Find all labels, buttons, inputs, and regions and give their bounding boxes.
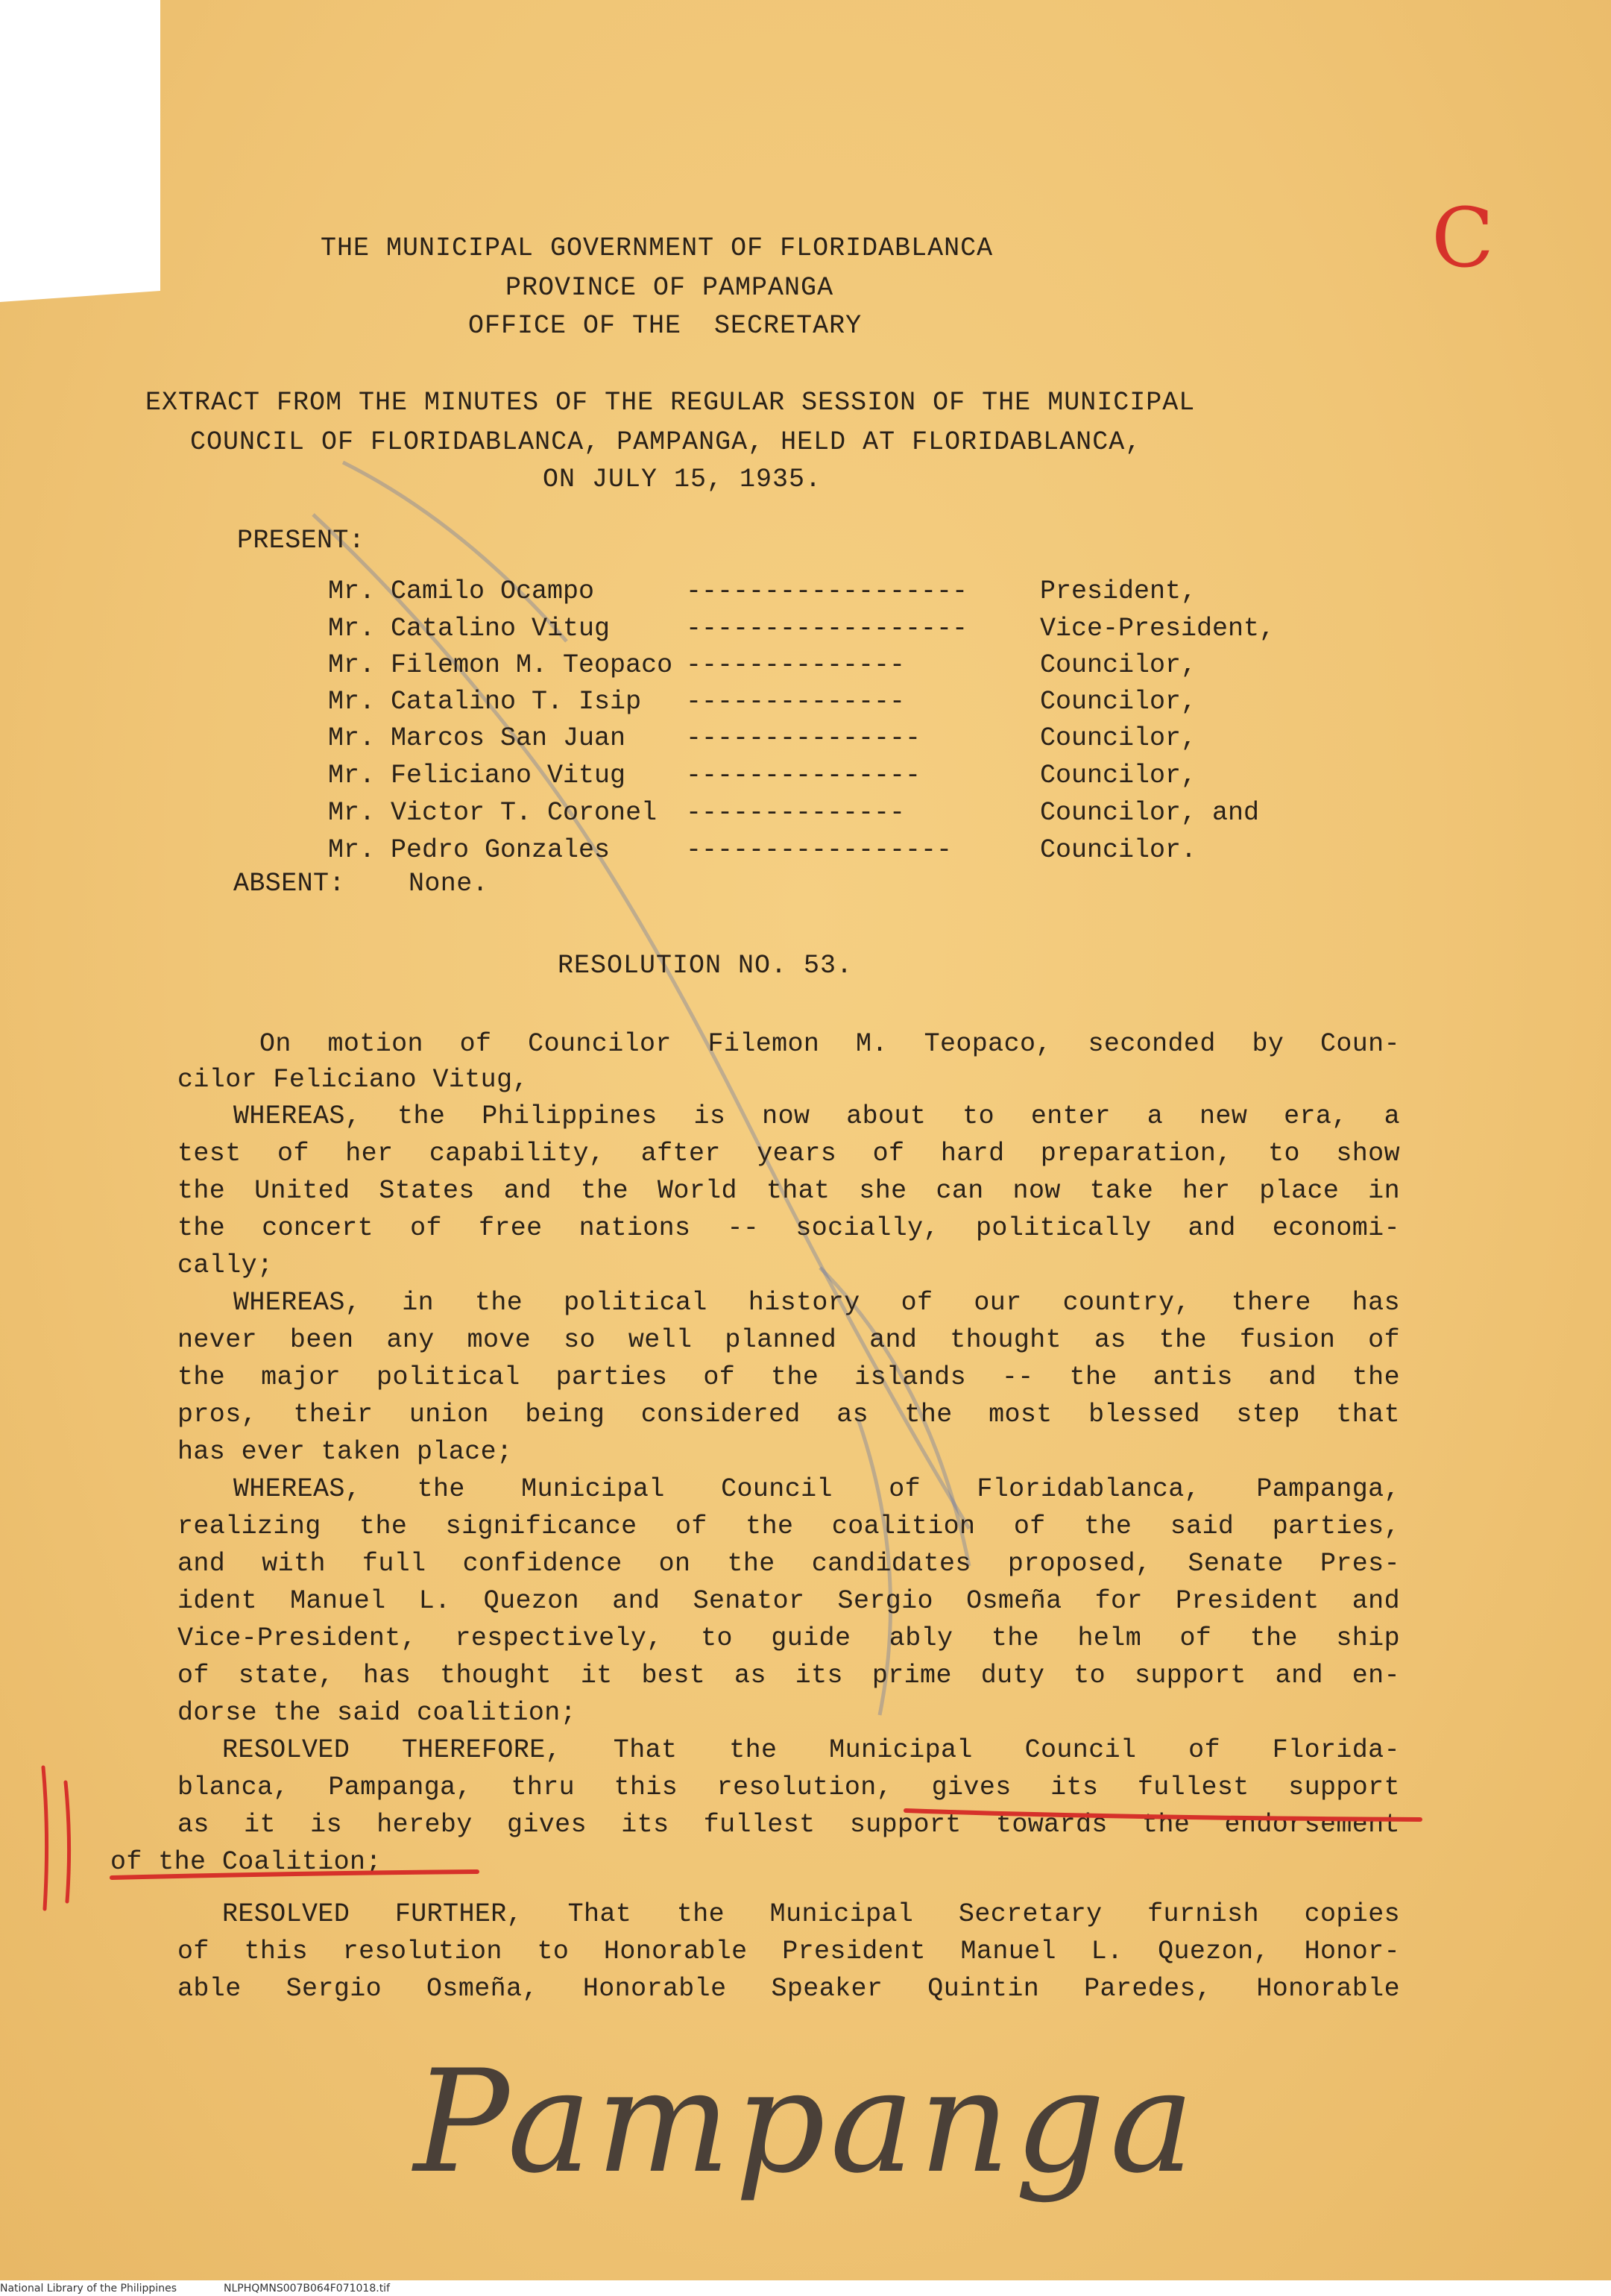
member-name: Mr. Catalino Vitug	[328, 614, 611, 644]
member-role: Councilor,	[1040, 723, 1197, 753]
member-role: President,	[1040, 576, 1197, 606]
leader-dashes: --------------	[686, 650, 906, 680]
body-line: ident Manuel L. Quezon and Senator Sergio Osmeña for President and	[177, 1586, 1400, 1616]
member-name: Mr. Feliciano Vitug	[328, 761, 626, 790]
body-line: dorse the said coalition;	[177, 1698, 577, 1728]
body-line: WHEREAS, the Municipal Council of Floridablanca, Pampanga,	[233, 1474, 1400, 1504]
header-line-2: PROVINCE OF PAMPANGA	[505, 273, 834, 303]
body-line: WHEREAS, in the political history of our country, there has	[233, 1288, 1400, 1318]
leader-dashes: ---------------	[686, 761, 921, 790]
body-line: cilor Feliciano Vitug,	[177, 1065, 529, 1095]
footer-code: NLPHQMNS007B064F071018.tif	[224, 2283, 391, 2295]
body-line: able Sergio Osmeña, Honorable Speaker Quintin Paredes, Honorable	[177, 1974, 1400, 2004]
body-line: never been any move so well planned and thought as the fusion of	[177, 1325, 1400, 1355]
body-line: and with full confidence on the candidates proposed, Senate Pres-	[177, 1549, 1400, 1579]
resolution-title: RESOLUTION NO. 53.	[558, 951, 854, 981]
body-line: the United States and the World that she can now take her place in	[177, 1176, 1400, 1206]
member-role: Councilor,	[1040, 761, 1197, 790]
extract-line-3: ON JULY 15, 1935.	[543, 465, 822, 494]
extract-line-1: EXTRACT FROM THE MINUTES OF THE REGULAR SESSION OF THE MUNICIPAL	[145, 388, 1196, 418]
body-line: WHEREAS, the Philippines is now about to enter a new era, a	[233, 1101, 1400, 1131]
present-label: PRESENT:	[237, 526, 365, 556]
footer-library: National Library of the Philippines	[0, 2283, 177, 2295]
leader-dashes: -----------------	[686, 835, 953, 865]
handwritten-pampanga: Pampanga	[414, 2039, 1199, 2204]
body-line: of this resolution to Honorable President Manuel L. Quezon, Honor-	[177, 1937, 1400, 1966]
leader-dashes: --------------	[686, 798, 906, 828]
margin-stroke-left	[43, 1767, 47, 1909]
member-role: Vice-President,	[1040, 614, 1276, 644]
body-line: of the Coalition;	[110, 1847, 382, 1877]
body-line: has ever taken place;	[177, 1437, 513, 1467]
member-name: Mr. Pedro Gonzales	[328, 835, 611, 865]
member-name: Mr. Filemon M. Teopaco	[328, 650, 673, 680]
header-line-1: THE MUNICIPAL GOVERNMENT OF FLORIDABLANCA	[321, 233, 994, 263]
body-line: as it is hereby gives its fullest support towards the endorsement	[177, 1810, 1400, 1840]
body-line: On motion of Councilor Filemon M. Teopaco, seconded by Coun-	[259, 1029, 1400, 1059]
leader-dashes: ---------------	[686, 723, 921, 753]
red-margin-mark: C	[1431, 190, 1495, 286]
member-name: Mr. Camilo Ocampo	[328, 576, 595, 606]
member-role: Councilor.	[1040, 835, 1197, 865]
underline-fullest-support	[906, 1811, 1420, 1819]
member-role: Councilor,	[1040, 687, 1197, 717]
header-line-3: OFFICE OF THE SECRETARY	[468, 311, 863, 341]
absent-value: None.	[409, 869, 489, 899]
body-line: RESOLVED FURTHER, That the Municipal Secretary furnish copies	[222, 1899, 1400, 1929]
absent-label: ABSENT:	[233, 869, 345, 899]
leader-dashes: ------------------	[686, 576, 968, 606]
member-role: Councilor,	[1040, 650, 1197, 680]
body-line: the major political parties of the islands -- the antis and the	[177, 1362, 1400, 1392]
underline-coalition	[112, 1872, 477, 1878]
margin-stroke-right	[66, 1782, 69, 1902]
leader-dashes: --------------	[686, 687, 906, 717]
body-line: of state, has thought it best as its prime duty to support and en-	[177, 1661, 1400, 1690]
body-line: blanca, Pampanga, thru this resolution, gives its fullest support	[177, 1773, 1400, 1802]
member-name: Mr. Victor T. Coronel	[328, 798, 658, 828]
member-name: Mr. Catalino T. Isip	[328, 687, 642, 717]
body-line: RESOLVED THEREFORE, That the Municipal Council of Florida-	[222, 1735, 1400, 1765]
member-role: Councilor, and	[1040, 798, 1260, 828]
leader-dashes: ------------------	[686, 614, 968, 644]
extract-line-2: COUNCIL OF FLORIDABLANCA, PAMPANGA, HELD AT FLORIDABLANCA,	[190, 427, 1142, 457]
body-line: the concert of free nations -- socially, politically and economi-	[177, 1213, 1400, 1243]
body-line: pros, their union being considered as the most blessed step that	[177, 1400, 1400, 1430]
body-line: realizing the significance of the coalition of the said parties,	[177, 1512, 1400, 1541]
body-line: cally;	[177, 1251, 274, 1280]
body-line: test of her capability, after years of hard preparation, to show	[177, 1139, 1400, 1169]
member-name: Mr. Marcos San Juan	[328, 723, 626, 753]
body-line: Vice-President, respectively, to guide ably the helm of the ship	[177, 1623, 1400, 1653]
